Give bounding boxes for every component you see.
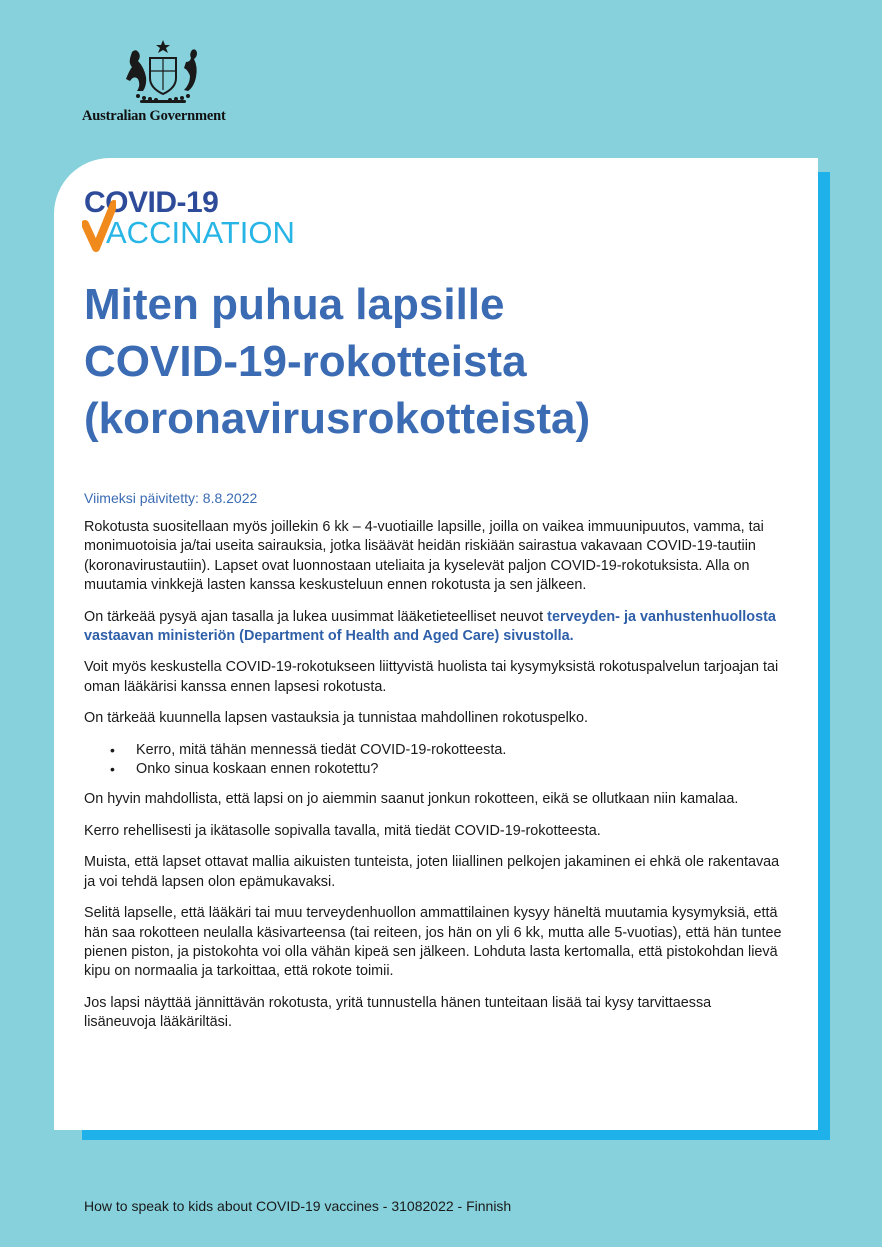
paragraph-listen: On tärkeää kuunnella lapsen vastauksia ja tunnistaa mahdollinen rokotuspelko. — [84, 710, 588, 727]
covid-vaccination-logo — [82, 186, 322, 250]
title-line-3: (koronavirusrokotteista) — [84, 394, 591, 443]
paragraph-anxiety: Jos lapsi näyttää jännittävän rokotusta, yritä tunnustella hänen tunteitaan lisää tai kysy tarvittaessa lisäneuvoja lääkäriltäsi. — [84, 994, 712, 1031]
paragraph-intro: Rokotusta suositellaan myös joillekin 6 kk – 4-vuotiaille lapsille, joilla on vaikea immuunipuutos, vamma, tai monimuotoisia ja/tai useita sairauksia, jotka lisäävät heidän riskiään sairastua vakavaan COVID-19-tautiin (koronavirustautiin). Lapset ovat luonnostaan uteliaita ja kyselevät paljon COVID-19-rokotuksista. Alla on muutamia vinkkejä lasten kanssa keskusteluun ennen rokotusta ja sen jälkeen. — [84, 519, 764, 594]
government-name: Australian Government — [82, 108, 226, 124]
paragraph-honest: Kerro rehellisesti ja ikätasolle sopivalla tavalla, mitä tiedät COVID-19-rokotteesta. — [84, 822, 601, 839]
list-item: • Onko sinua koskaan ennen rokotettu? — [110, 760, 784, 779]
last-updated: Viimeksi päivitetty: 8.8.2022 — [84, 490, 258, 506]
paragraph-emotions: Muista, että lapset ottavat mallia aikuisten tunteista, joten liiallinen pelkojen jakaminen ei ehkä ole rakentavaa ja voi tehdä lapsen olon epämukavaksi. — [84, 854, 780, 890]
paragraph-discuss: Voit myös keskustella COVID-19-rokotukseen liittyvistä huolista tai kysymyksistä rokotuspalvelun tarjoajan tai oman lääkärisi kanssa ennen lapsesi rokotusta. — [84, 659, 779, 695]
paragraph-explain: Selitä lapselle, että lääkäri tai muu terveydenhuollon ammattilainen kysyy häneltä muutamia kysymyksiä, että hän saa rokotteen neulalla käsivarteensa (tai reiteen, jos hän on yli 6 kk, mutta alle 5-vuotias), että hän tuntee pienen piston, ja pistokohta voi olla vähän kipeä sen jälkeen. Lohduta lasta kertomalla, että pistokohdan lievä kipu on normaalia ja tarkoittaa, että rokote toimii. — [84, 905, 782, 980]
title-line-1: Miten puhua lapsille — [84, 280, 505, 329]
page-title — [84, 276, 804, 447]
footer-text: How to speak to kids about COVID-19 vaccines - 31082022 - Finnish — [84, 1198, 512, 1214]
logo-line-2: ACCINATION — [106, 215, 295, 250]
paragraph-previous: On hyvin mahdollista, että lapsi on jo aiemmin saanut jonkun rokotteen, eikä se ollutkaan niin kamalaa. — [84, 791, 739, 808]
document-body — [84, 518, 784, 1045]
question-list — [84, 741, 784, 780]
list-item: • Kerro, mitä tähän mennessä tiedät COVID-19-rokotteesta. — [110, 741, 784, 760]
coat-of-arms-icon — [118, 38, 208, 106]
department-link[interactable]: terveyden- ja vanhustenhuollosta vastaavan ministeriön (Department of Health and Aged Care) sivustolla. — [84, 608, 776, 645]
logo-line-1: COVID-19 — [84, 186, 219, 219]
paragraph-advice — [84, 608, 784, 647]
paragraph-advice-text: On tärkeää pysyä ajan tasalla ja lukea uusimmat lääketieteelliset neuvot — [84, 608, 548, 625]
title-line-2: COVID-19-rokotteista — [84, 337, 527, 386]
